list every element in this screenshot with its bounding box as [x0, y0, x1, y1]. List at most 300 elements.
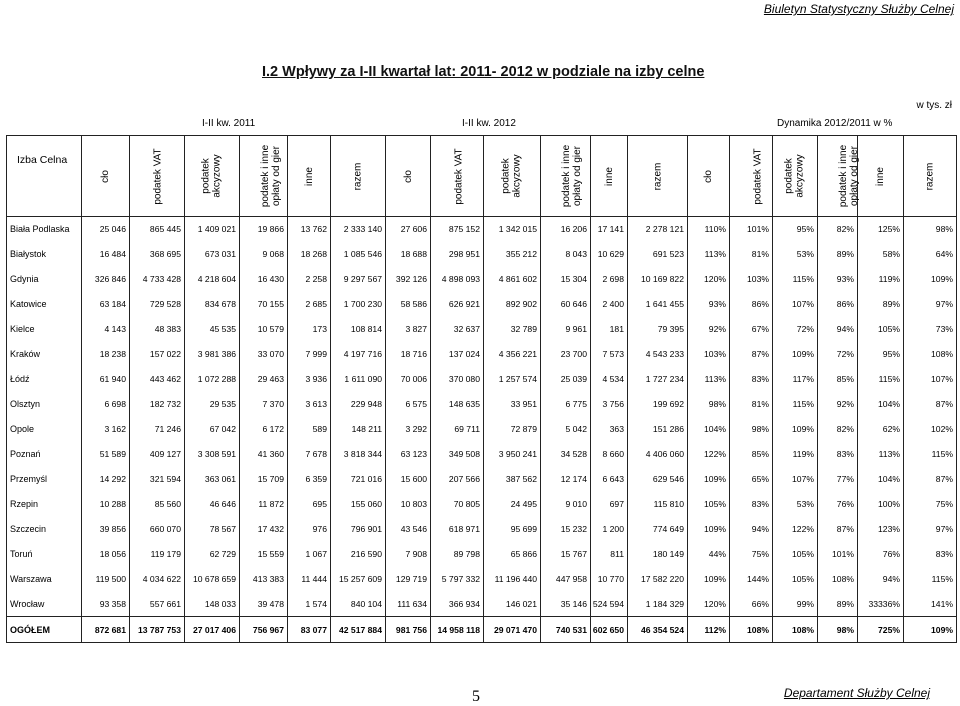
cell-value: 148 211 [331, 416, 386, 441]
cell-value: 368 695 [130, 241, 185, 266]
cell-value: 102% [904, 416, 957, 441]
cell-value: 115% [773, 391, 818, 416]
cell-value: 86% [730, 291, 773, 316]
header-2012-gry: podatek i inne opłaty od gier [541, 136, 591, 217]
cell-value: 75% [730, 541, 773, 566]
cell-value: 3 308 591 [185, 441, 240, 466]
cell-value: 81% [730, 391, 773, 416]
cell-value: 53% [773, 241, 818, 266]
cell-value: 9 010 [541, 491, 591, 516]
cell-value: 2 278 121 [628, 217, 688, 242]
cell-value: 109% [688, 516, 730, 541]
cell-value: 6 172 [240, 416, 288, 441]
cell-value: 4 861 602 [484, 266, 541, 291]
cell-value: 157 022 [130, 341, 185, 366]
page-number: 5 [472, 688, 480, 705]
row-name: Biała Podlaska [7, 217, 82, 242]
cell-value: 207 566 [431, 466, 484, 491]
header-dyn-vat: podatek VAT [730, 136, 773, 217]
cell-value: 363 061 [185, 466, 240, 491]
cell-value: 618 971 [431, 516, 484, 541]
cell-value: 1 574 [288, 591, 331, 617]
cell-value: 10 579 [240, 316, 288, 341]
cell-value: 3 818 344 [331, 441, 386, 466]
cell-value: 4 898 093 [431, 266, 484, 291]
cell-value: 97% [904, 291, 957, 316]
cell-value: 4 218 604 [185, 266, 240, 291]
cell-value: 64% [904, 241, 957, 266]
cell-value: 14 292 [82, 466, 130, 491]
cell-value: 104% [688, 416, 730, 441]
cell-value: 115% [773, 266, 818, 291]
cell-value: 695 [288, 491, 331, 516]
table-row [7, 241, 957, 266]
cell-value: 85% [818, 366, 858, 391]
cell-value: 53% [773, 491, 818, 516]
table-row [7, 291, 957, 316]
cell-value: 120% [688, 266, 730, 291]
cell-value: 109% [773, 341, 818, 366]
cell-value: 834 678 [185, 291, 240, 316]
row-name: Wrocław [7, 591, 82, 617]
cell-value: 15 600 [386, 466, 431, 491]
cell-value: 18 268 [288, 241, 331, 266]
cell-value: 2 698 [591, 266, 628, 291]
cell-value: 33 951 [484, 391, 541, 416]
cell-value: 62 729 [185, 541, 240, 566]
cell-value: 110% [688, 217, 730, 242]
cell-value: 155 060 [331, 491, 386, 516]
row-name: Katowice [7, 291, 82, 316]
cell-value: 122% [688, 441, 730, 466]
cell-value: 447 958 [541, 566, 591, 591]
cell-value: 12 174 [541, 466, 591, 491]
cell-value: 77% [818, 466, 858, 491]
cell-value: 691 523 [628, 241, 688, 266]
cell-value: 11 196 440 [484, 566, 541, 591]
cell-value: 125% [858, 217, 904, 242]
cell-value: 97% [904, 516, 957, 541]
unit-label: w tys. zł [916, 100, 952, 111]
cell-value: 326 846 [82, 266, 130, 291]
table-row [7, 266, 957, 291]
header-2011-razem: razem [331, 136, 386, 217]
cell-value: 87% [904, 391, 957, 416]
cell-value: 111 634 [386, 591, 431, 617]
header-dyn-inne: inne [858, 136, 904, 217]
cell-value: 98% [818, 617, 858, 643]
cell-value: 660 070 [130, 516, 185, 541]
cell-value: 63 184 [82, 291, 130, 316]
cell-value: 83% [730, 491, 773, 516]
row-name: Warszawa [7, 566, 82, 591]
cell-value: 27 017 406 [185, 617, 240, 643]
cell-value: 366 934 [431, 591, 484, 617]
cell-value: 113% [858, 441, 904, 466]
cell-value: 17 141 [591, 217, 628, 242]
cell-value: 115% [858, 366, 904, 391]
cell-value: 5 042 [541, 416, 591, 441]
cell-value: 70 006 [386, 366, 431, 391]
cell-value: 115% [904, 441, 957, 466]
cell-value: 115 810 [628, 491, 688, 516]
cell-value: 108% [773, 617, 818, 643]
cell-value: 117% [773, 366, 818, 391]
cell-value: 120% [688, 591, 730, 617]
cell-value: 71 246 [130, 416, 185, 441]
header-row [7, 136, 957, 217]
cell-value: 29 535 [185, 391, 240, 416]
cell-value: 729 528 [130, 291, 185, 316]
cell-value: 92% [818, 391, 858, 416]
cell-value: 15 257 609 [331, 566, 386, 591]
header-2012-vat: podatek VAT [431, 136, 484, 217]
table-body [7, 217, 957, 643]
cell-value: 35 146 [541, 591, 591, 617]
header-2011-akcyza: podatek akcyzowy [185, 136, 240, 217]
cell-value: 216 590 [331, 541, 386, 566]
cell-value: 27 606 [386, 217, 431, 242]
cell-value: 103% [730, 266, 773, 291]
cell-value: 524 594 [591, 591, 628, 617]
cell-value: 796 901 [331, 516, 386, 541]
cell-value: 409 127 [130, 441, 185, 466]
cell-value: 61 940 [82, 366, 130, 391]
department-name: Departament Służby Celnej [783, 686, 930, 700]
cell-value: 137 024 [431, 341, 484, 366]
cell-value: 4 356 221 [484, 341, 541, 366]
cell-value: 62% [858, 416, 904, 441]
cell-value: 3 950 241 [484, 441, 541, 466]
cell-value: 94% [730, 516, 773, 541]
cell-value: 109% [688, 566, 730, 591]
cell-value: 392 126 [386, 266, 431, 291]
cell-value: 1 700 230 [331, 291, 386, 316]
cell-value: 1 257 574 [484, 366, 541, 391]
publication-title: Biuletyn Statystyczny Służby Celnej [763, 2, 954, 16]
cell-value: 72% [773, 316, 818, 341]
cell-value: 1 611 090 [331, 366, 386, 391]
cell-value: 67% [730, 316, 773, 341]
cell-value: 24 495 [484, 491, 541, 516]
cell-value: 109% [904, 617, 957, 643]
cell-value: 60 646 [541, 291, 591, 316]
cell-value: 108% [818, 566, 858, 591]
row-name: Przemyśl [7, 466, 82, 491]
cell-value: 872 681 [82, 617, 130, 643]
cell-value: 103% [688, 341, 730, 366]
cell-value: 44% [688, 541, 730, 566]
cell-value: 95% [858, 341, 904, 366]
cell-value: 387 562 [484, 466, 541, 491]
cell-value: 15 559 [240, 541, 288, 566]
table-row [7, 391, 957, 416]
cell-value: 363 [591, 416, 628, 441]
cell-value: 8 660 [591, 441, 628, 466]
header-2012-inne: inne [591, 136, 628, 217]
cell-value: 589 [288, 416, 331, 441]
cell-value: 151 286 [628, 416, 688, 441]
cell-value: 66% [730, 591, 773, 617]
cell-value: 109% [688, 466, 730, 491]
cell-value: 39 856 [82, 516, 130, 541]
cell-value: 107% [773, 466, 818, 491]
table-row [7, 566, 957, 591]
cell-value: 79 395 [628, 316, 688, 341]
cell-value: 34 528 [541, 441, 591, 466]
cell-value: 6 698 [82, 391, 130, 416]
cell-value: 725% [858, 617, 904, 643]
cell-value: 76% [858, 541, 904, 566]
header-dyn-razem: razem [904, 136, 957, 217]
cell-value: 756 967 [240, 617, 288, 643]
cell-value: 557 661 [130, 591, 185, 617]
cell-value: 32 789 [484, 316, 541, 341]
cell-value: 70 155 [240, 291, 288, 316]
cell-value: 107% [904, 366, 957, 391]
cell-value: 629 546 [628, 466, 688, 491]
cell-value: 1 072 288 [185, 366, 240, 391]
cell-value: 33336% [858, 591, 904, 617]
cell-value: 349 508 [431, 441, 484, 466]
cell-value: 7 370 [240, 391, 288, 416]
cell-value: 875 152 [431, 217, 484, 242]
cell-value: 119% [858, 266, 904, 291]
cell-value: 4 534 [591, 366, 628, 391]
cell-value: 98% [688, 391, 730, 416]
cell-value: 11 872 [240, 491, 288, 516]
cell-value: 65% [730, 466, 773, 491]
row-name: OGÓŁEM [7, 617, 82, 643]
cell-value: 109% [773, 416, 818, 441]
cell-value: 17 432 [240, 516, 288, 541]
cell-value: 1 641 455 [628, 291, 688, 316]
cell-value: 298 951 [431, 241, 484, 266]
cell-value: 100% [858, 491, 904, 516]
row-name: Łódź [7, 366, 82, 391]
row-name: Kielce [7, 316, 82, 341]
cell-value: 355 212 [484, 241, 541, 266]
cell-value: 67 042 [185, 416, 240, 441]
cell-value: 113% [688, 241, 730, 266]
cell-value: 413 383 [240, 566, 288, 591]
cell-value: 76% [818, 491, 858, 516]
cell-value: 82% [818, 416, 858, 441]
cell-value: 1 184 329 [628, 591, 688, 617]
cell-value: 981 756 [386, 617, 431, 643]
cell-value: 108% [730, 617, 773, 643]
table-row [7, 541, 957, 566]
cell-value: 148 635 [431, 391, 484, 416]
cell-value: 46 646 [185, 491, 240, 516]
cell-value: 108 814 [331, 316, 386, 341]
cell-value: 740 531 [541, 617, 591, 643]
cell-value: 1 727 234 [628, 366, 688, 391]
cell-value: 10 678 659 [185, 566, 240, 591]
cell-value: 602 650 [591, 617, 628, 643]
cell-value: 3 827 [386, 316, 431, 341]
cell-value: 115% [904, 566, 957, 591]
cell-value: 18 238 [82, 341, 130, 366]
cell-value: 443 462 [130, 366, 185, 391]
cell-value: 25 046 [82, 217, 130, 242]
cell-value: 51 589 [82, 441, 130, 466]
cell-value: 87% [904, 466, 957, 491]
cell-value: 46 354 524 [628, 617, 688, 643]
table-row [7, 217, 957, 242]
cell-value: 83% [904, 541, 957, 566]
cell-value: 16 430 [240, 266, 288, 291]
cell-value: 10 288 [82, 491, 130, 516]
cell-value: 58% [858, 241, 904, 266]
cell-value: 86% [818, 291, 858, 316]
row-name: Kraków [7, 341, 82, 366]
cell-value: 43 546 [386, 516, 431, 541]
table-row [7, 416, 957, 441]
cell-value: 146 021 [484, 591, 541, 617]
cell-value: 112% [688, 617, 730, 643]
row-name: Toruń [7, 541, 82, 566]
row-name: Rzepin [7, 491, 82, 516]
cell-value: 1 200 [591, 516, 628, 541]
cell-value: 87% [818, 516, 858, 541]
cell-value: 101% [730, 217, 773, 242]
cell-value: 83% [818, 441, 858, 466]
cell-value: 19 866 [240, 217, 288, 242]
cell-value: 81% [730, 241, 773, 266]
header-dyn-akcyza: podatek akcyzowy [773, 136, 818, 217]
header-2011-clo: cło [82, 136, 130, 217]
cell-value: 10 770 [591, 566, 628, 591]
cell-value: 4 733 428 [130, 266, 185, 291]
cell-value: 3 162 [82, 416, 130, 441]
cell-value: 89% [858, 291, 904, 316]
cell-value: 65 866 [484, 541, 541, 566]
cell-value: 41 360 [240, 441, 288, 466]
cell-value: 15 767 [541, 541, 591, 566]
cell-value: 105% [858, 316, 904, 341]
cell-value: 122% [773, 516, 818, 541]
cell-value: 2 685 [288, 291, 331, 316]
cell-value: 32 637 [431, 316, 484, 341]
cell-value: 42 517 884 [331, 617, 386, 643]
cell-value: 3 981 386 [185, 341, 240, 366]
cell-value: 3 936 [288, 366, 331, 391]
cell-value: 13 762 [288, 217, 331, 242]
cell-value: 673 031 [185, 241, 240, 266]
cell-value: 2 400 [591, 291, 628, 316]
column-groups [0, 118, 960, 132]
cell-value: 5 797 332 [431, 566, 484, 591]
cell-value: 141% [904, 591, 957, 617]
cell-value: 10 803 [386, 491, 431, 516]
cell-value: 4 543 233 [628, 341, 688, 366]
cell-value: 6 359 [288, 466, 331, 491]
row-name: Poznań [7, 441, 82, 466]
data-table [6, 135, 957, 643]
cell-value: 119 179 [130, 541, 185, 566]
cell-value: 774 649 [628, 516, 688, 541]
cell-value: 83 077 [288, 617, 331, 643]
cell-value: 89% [818, 241, 858, 266]
cell-value: 229 948 [331, 391, 386, 416]
cell-value: 721 016 [331, 466, 386, 491]
cell-value: 14 958 118 [431, 617, 484, 643]
cell-value: 3 292 [386, 416, 431, 441]
cell-value: 104% [858, 391, 904, 416]
cell-value: 123% [858, 516, 904, 541]
cell-value: 107% [773, 291, 818, 316]
cell-value: 104% [858, 466, 904, 491]
cell-value: 105% [688, 491, 730, 516]
cell-value: 16 206 [541, 217, 591, 242]
cell-value: 7 678 [288, 441, 331, 466]
cell-value: 98% [730, 416, 773, 441]
cell-value: 85 560 [130, 491, 185, 516]
cell-value: 69 711 [431, 416, 484, 441]
cell-value: 4 034 622 [130, 566, 185, 591]
cell-value: 180 149 [628, 541, 688, 566]
cell-value: 89 798 [431, 541, 484, 566]
cell-value: 6 575 [386, 391, 431, 416]
cell-value: 4 197 716 [331, 341, 386, 366]
cell-value: 18 716 [386, 341, 431, 366]
cell-value: 17 582 220 [628, 566, 688, 591]
cell-value: 70 805 [431, 491, 484, 516]
cell-value: 95% [773, 217, 818, 242]
cell-value: 3 756 [591, 391, 628, 416]
cell-value: 321 594 [130, 466, 185, 491]
cell-value: 75% [904, 491, 957, 516]
table-row [7, 366, 957, 391]
cell-value: 199 692 [628, 391, 688, 416]
cell-value: 119% [773, 441, 818, 466]
cell-value: 23 700 [541, 341, 591, 366]
cell-value: 16 484 [82, 241, 130, 266]
cell-value: 85% [730, 441, 773, 466]
row-name: Olsztyn [7, 391, 82, 416]
cell-value: 105% [773, 566, 818, 591]
table-row [7, 591, 957, 617]
cell-value: 98% [904, 217, 957, 242]
cell-value: 7 908 [386, 541, 431, 566]
cell-value: 181 [591, 316, 628, 341]
header-izba-celna: Izba Celna [7, 136, 82, 217]
cell-value: 1 342 015 [484, 217, 541, 242]
cell-value: 4 406 060 [628, 441, 688, 466]
cell-value: 63 123 [386, 441, 431, 466]
row-name: Opole [7, 416, 82, 441]
cell-value: 9 068 [240, 241, 288, 266]
cell-value: 48 383 [130, 316, 185, 341]
cell-value: 93% [818, 266, 858, 291]
cell-value: 25 039 [541, 366, 591, 391]
cell-value: 94% [818, 316, 858, 341]
header-2012-clo: cło [386, 136, 431, 217]
header-dyn-gry: podatek i inne opłaty od gier [818, 136, 858, 217]
cell-value: 892 902 [484, 291, 541, 316]
header-2011-inne: inne [288, 136, 331, 217]
cell-value: 83% [730, 366, 773, 391]
cell-value: 129 719 [386, 566, 431, 591]
cell-value: 1 409 021 [185, 217, 240, 242]
cell-value: 976 [288, 516, 331, 541]
table-row [7, 516, 957, 541]
table-row [7, 341, 957, 366]
cell-value: 119 500 [82, 566, 130, 591]
cell-value: 11 444 [288, 566, 331, 591]
row-name: Gdynia [7, 266, 82, 291]
